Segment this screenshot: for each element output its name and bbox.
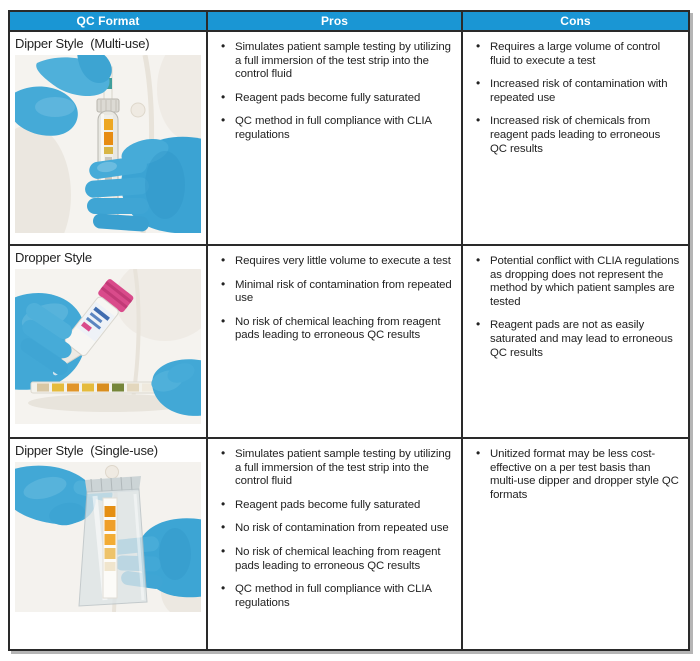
row-dipper-multi-format-cell xyxy=(10,32,208,246)
list-item: • Simulates patient sample testing by utilizing a full immersion of the test strip into the control fluid xyxy=(218,448,453,489)
cons-list xyxy=(463,32,688,156)
row-dipper-multi-pros-cell xyxy=(208,32,463,246)
format-label: Dipper Style (Single-use) xyxy=(15,443,158,458)
dropper-style-photo xyxy=(15,269,201,424)
list-item: • Increased risk of chemicals from reagent pads leading to erroneous QC results xyxy=(473,115,680,156)
cons-list xyxy=(463,439,688,502)
row-dipper-single-cons-cell xyxy=(463,439,688,649)
list-item: • Reagent pads are not as easily saturated and may lead to erroneous QC results xyxy=(473,319,680,360)
list-item: • QC method in full compliance with CLIA regulations xyxy=(218,115,453,142)
row-dipper-single-format-cell xyxy=(10,439,208,649)
list-item: • Requires a large volume of control fluid to execute a test xyxy=(473,41,680,68)
header-cons: Cons xyxy=(463,12,688,32)
list-item: • Requires very little volume to execute a test xyxy=(218,255,453,269)
format-label: Dropper Style xyxy=(15,250,92,265)
list-item: • Reagent pads become fully saturated xyxy=(218,92,453,106)
header-qc-format: QC Format xyxy=(10,12,208,32)
cons-list xyxy=(463,246,688,360)
header-pros: Pros xyxy=(208,12,463,32)
list-item: • QC method in full compliance with CLIA regulations xyxy=(218,583,453,610)
dipper-multi-use-photo xyxy=(15,55,201,233)
row-dropper-pros-cell xyxy=(208,246,463,439)
list-item: • Simulates patient sample testing by utilizing a full immersion of the test strip into the control fluid xyxy=(218,41,453,82)
list-item: • Minimal risk of contamination from repeated use xyxy=(218,279,453,306)
list-item: • No risk of contamination from repeated use xyxy=(218,522,453,536)
list-item: • Potential conflict with CLIA regulations as dropping does not represent the method by which patient samples are tested xyxy=(473,255,680,309)
row-dipper-single-pros-cell xyxy=(208,439,463,649)
pros-list xyxy=(208,439,461,610)
dipper-single-use-photo xyxy=(15,462,201,612)
qc-format-comparison-table xyxy=(8,10,690,651)
row-dropper-format-cell xyxy=(10,246,208,439)
format-label: Dipper Style (Multi-use) xyxy=(15,36,150,51)
list-item: • Reagent pads become fully saturated xyxy=(218,499,453,513)
list-item: • Unitized format may be less cost-effective on a per test basis than multi-use dipper and dropper style QC formats xyxy=(473,448,680,502)
list-item: • No risk of chemical leaching from reagent pads leading to erroneous QC results xyxy=(218,546,453,573)
list-item: • No risk of chemical leaching from reagent pads leading to erroneous QC results xyxy=(218,316,453,343)
row-dropper-cons-cell xyxy=(463,246,688,439)
pros-list xyxy=(208,246,461,343)
list-item: • Increased risk of contamination with repeated use xyxy=(473,78,680,105)
pros-list xyxy=(208,32,461,143)
row-dipper-multi-cons-cell xyxy=(463,32,688,246)
